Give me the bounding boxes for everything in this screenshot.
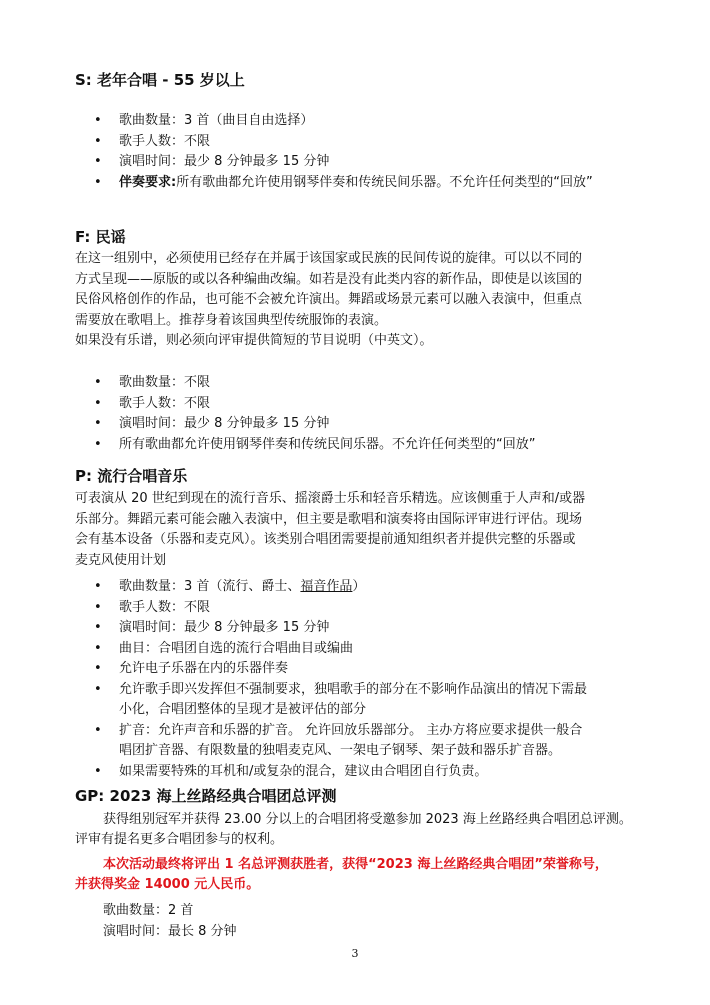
page-number: 3 [351,947,359,960]
list-item: • 所有歌曲都允许使用钢琴伴奏和传统民间乐器。不允许任何类型的“回放” [75,435,645,456]
prize-line: 本次活动最终将评出 1 名总评测获胜者，获得“2023 海上丝路经典合唱团”荣誉称号， [103,857,608,872]
list-item-line: 唱团扩音器、有限数量的独唱麦克风、一架电子钢琴、架子鼓和器乐扩音器。 [119,743,562,758]
paragraph-line: 可表演从 20 世纪到现在的流行音乐、摇滚爵士乐和轻音乐精选。应该侧重于人声和/或器 [75,491,586,506]
list-item: • 歌手人数：不限 [75,132,645,153]
prize-announcement-cont [75,875,643,896]
section-p-list [75,577,645,782]
paragraph-line: 乐部分。舞蹈元素可能会融入表演中，但主要是歌唱和演奏将由国际评审进行评估。现场 [75,511,583,527]
list-item-solo [75,680,645,721]
list-item: • 演唱时间：最少 8 分钟最多 15 分钟 [75,618,645,639]
accompaniment-text: 所有歌曲都允许使用钢琴伴奏和传统民间乐器。不允许任何类型的“回放” [176,174,593,190]
list-item: • 歌手人数：不限 [75,394,645,415]
section-gp-paragraph-cont [75,830,643,851]
list-item-text: ） [352,579,366,594]
list-item-line: 小化，合唱团整体的呈现才是被评估的部分 [119,702,367,717]
list-item-text: 歌曲数量：3 首（流行、爵士、 [119,579,301,594]
detail-line: 歌曲数量：2 首 [103,903,194,918]
gospel-underlined: 福音作品 [300,579,353,594]
list-item-line: • 扩音：允许声音和乐器的扩音。 允许回放乐器部分。 主办方将应要求提供一般合 [119,722,583,738]
detail-line: 演唱时间：最长 8 分钟 [103,923,237,939]
list-item: • 曲目：合唱团自选的流行合唱曲目或编曲 [75,639,645,660]
list-item-line: • 允许歌手即兴发挥但不强制要求，独唱歌手的部分在不影响作品演出的情况下需最 [119,681,588,697]
list-item: • 歌曲数量：3 首（曲目自由选择） [75,111,645,132]
paragraph-line: 方式呈现——原版的或以各种编曲改编。如若是没有此类内容的新作品，即使是以该国的 [75,271,583,287]
section-gp-details [103,901,671,942]
paragraph-line: 如果没有乐谱，则必须向评审提供简短的节目说明（中英文）。 [75,333,433,348]
list-item: • 歌手人数：不限 [75,598,645,619]
paragraph-line: 评审有提名更多合唱团参与的权利。 [75,832,284,847]
section-gp-heading: GP: 2023 海上丝路经典合唱团总评测 [75,787,337,805]
accompaniment-label: 伴奏要求: [119,174,177,190]
section-gp-paragraph [75,810,671,831]
section-f-heading: F: 民谣 [75,228,126,246]
section-f-list [75,373,645,455]
list-item-amplification [75,721,645,762]
section-f-paragraph [75,249,643,352]
paragraph-line: 需要放在歌唱上。推荐身着该国典型传统服饰的表演。 [75,312,388,328]
paragraph-line: 麦克风使用计划 [75,552,167,568]
section-p-heading: P: 流行合唱音乐 [75,467,188,485]
paragraph-line: 在这一组别中，必须使用已经存在并属于该国家或民族的民间传说的旋律。可以以不同的 [75,251,583,266]
list-item: • 演唱时间：最少 8 分钟最多 15 分钟 [75,414,645,435]
list-item: • 如果需要特殊的耳机和/或复杂的混合，建议由合唱团自行负责。 [75,762,645,783]
paragraph-line: 会有基本设备（乐器和麦克风）。该类别合唱团需要提前通知组织者并提供完整的乐器或 [75,532,576,547]
list-item: • 演唱时间：最少 8 分钟最多 15 分钟 [75,152,645,173]
section-p-paragraph [75,489,643,571]
section-s-heading: S: 老年合唱 - 55 岁以上 [75,71,245,89]
prize-line: 并获得奖金 14000 元人民币。 [75,877,260,892]
prize-announcement [75,855,671,876]
paragraph-line: 获得组别冠军并获得 23.00 分以上的合唱团将受邀参加 2023 海上丝路经典合唱团总评测。 [103,812,632,827]
list-item-accompaniment [75,173,645,194]
list-item [75,577,645,598]
list-item: • 歌曲数量：不限 [75,373,645,394]
paragraph-line: 民俗风格创作的作品，也可能不会被允许演出。舞蹈或场景元素可以融入表演中，但重点 [75,292,583,307]
list-item: • 允许电子乐器在内的乐器伴奏 [75,659,645,680]
section-s-list [75,111,645,193]
